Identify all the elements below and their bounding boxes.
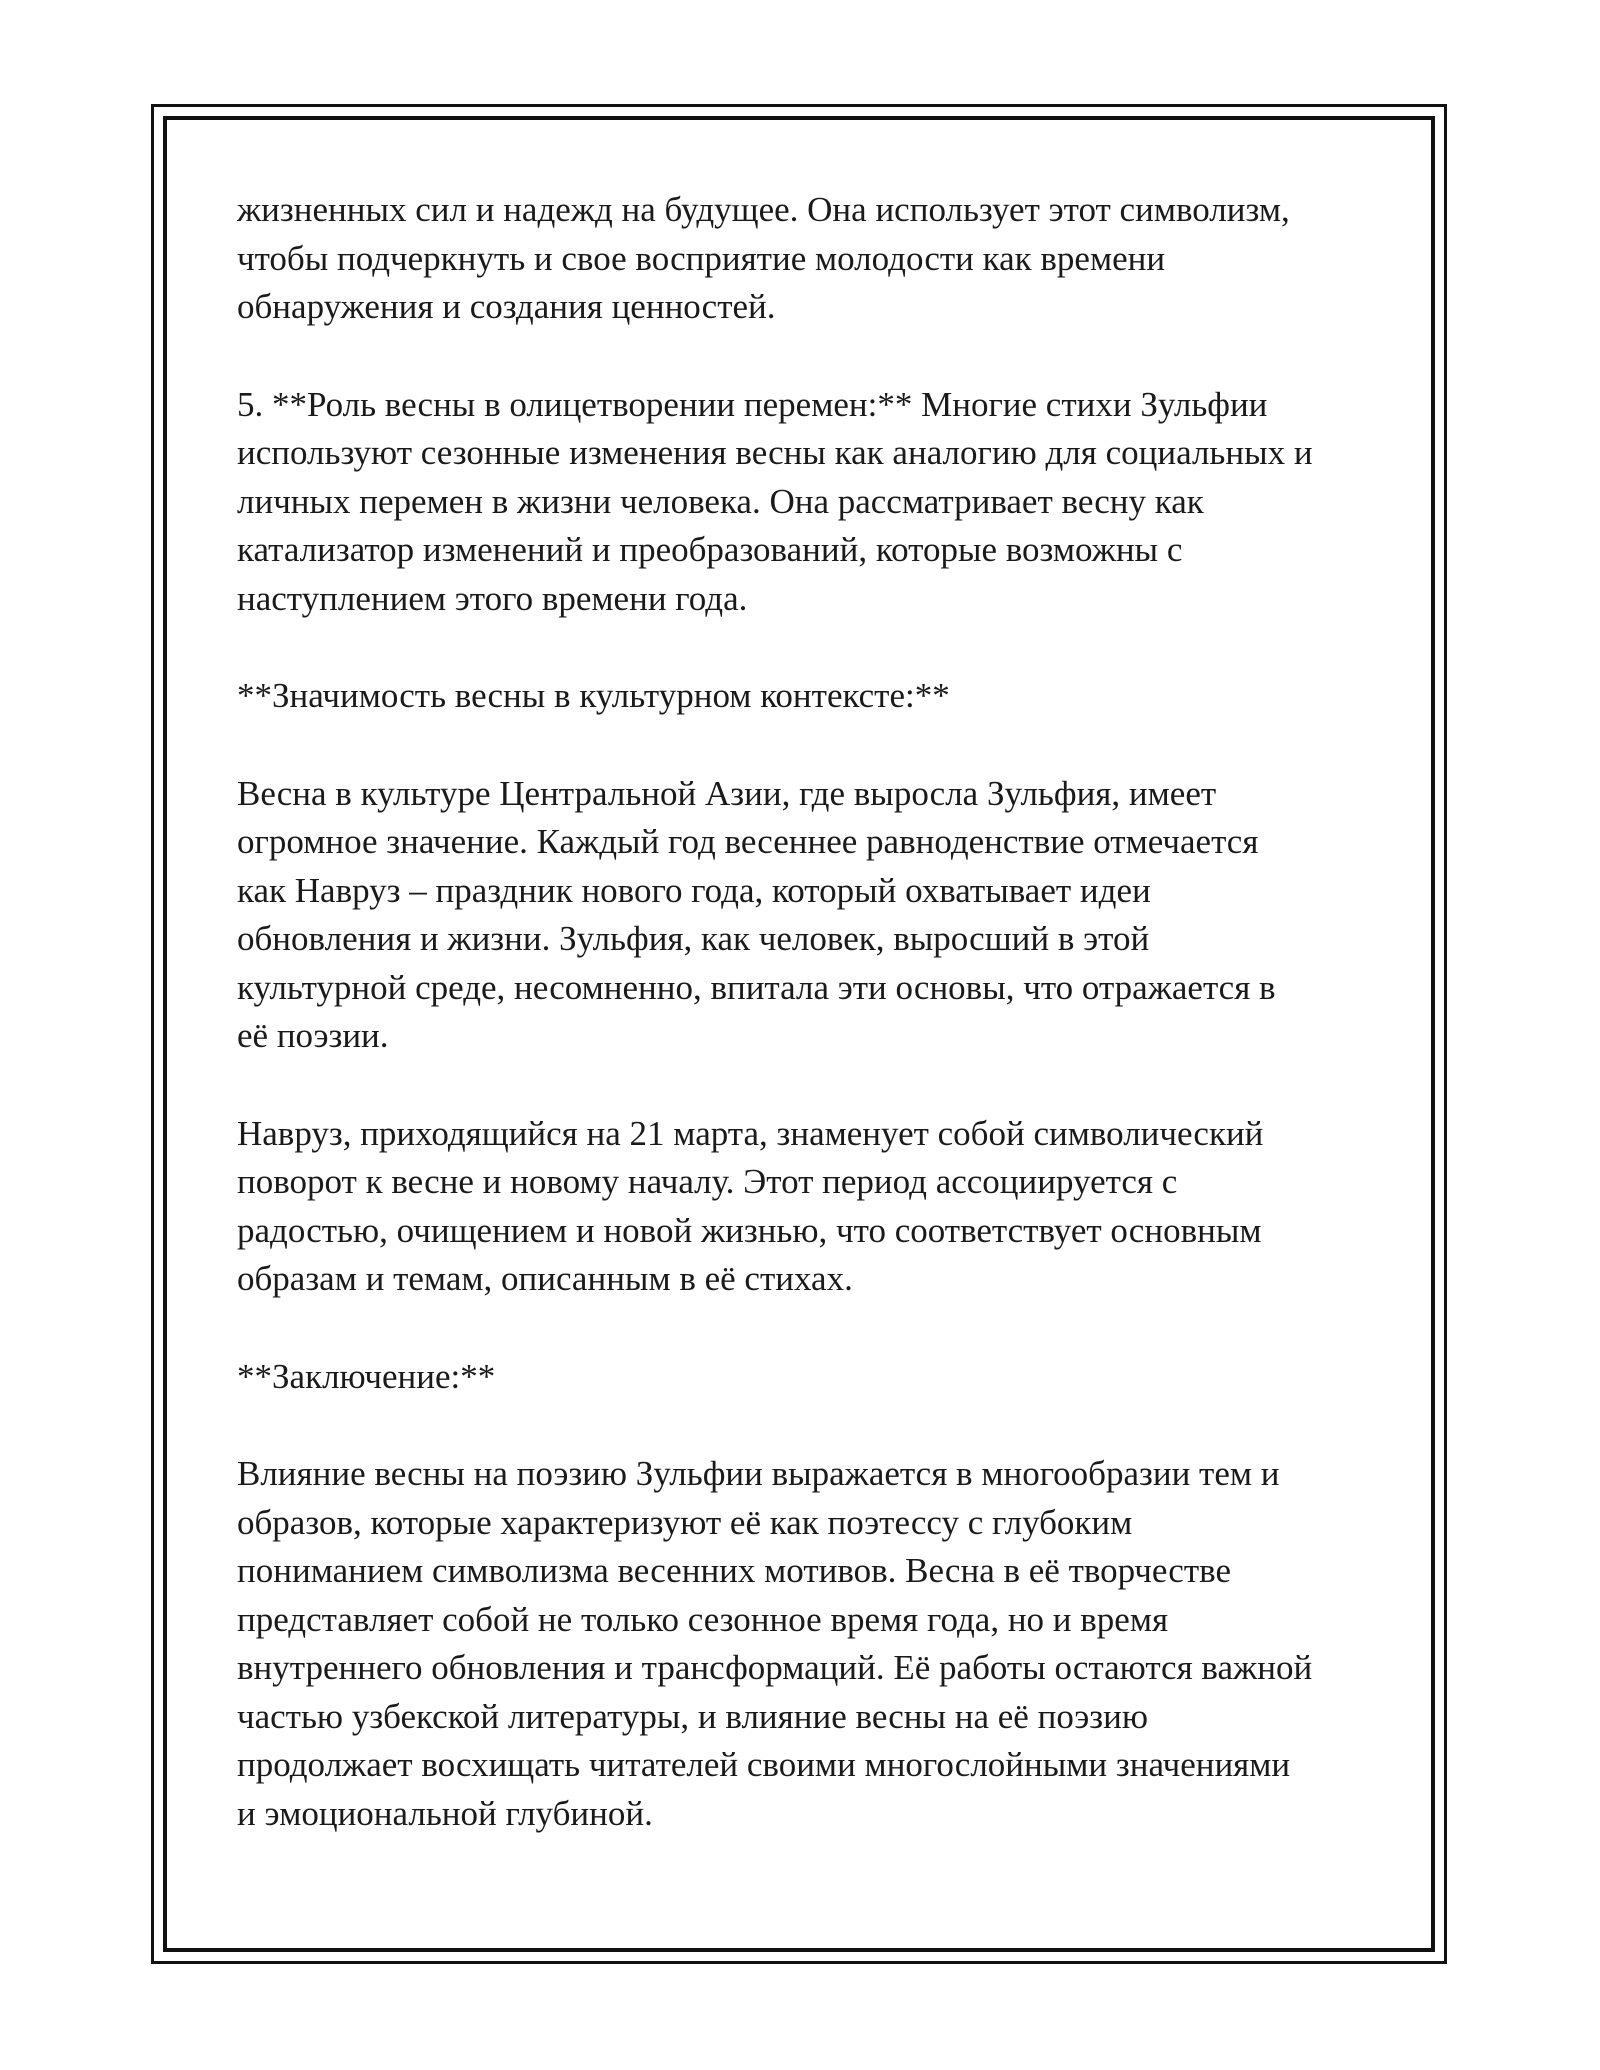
paragraph-central-asia: Весна в культуре Центральной Азии, где выросла Зульфия, имеет огромное значение. Каждый год весеннее равноденствие отмечается как Навруз – праздник нового года, который охватывает идеи обновления и жизни. Зульфия, как человек, выросший в этой культурной среде, несомненно, впитала эти основы, что отражается в её поэзии. — [237, 773, 1276, 1055]
document-body — [237, 186, 1377, 1887]
paragraph-conclusion: Влияние весны на поэзию Зульфии выражается в многообразии тем и образов, которые характеризуют её как поэтессу с глубоким пониманием символизма весенних мотивов. Весна в её творчестве представляет собой не только сезонное время года, но и время внутреннего обновления и трансформаций. Её работы остаются важной частью узбекской литературы, и влияние весны на её поэзию продолжает восхищать читателей своими многослойными значениями и эмоциональной глубиной. — [237, 1454, 1313, 1833]
paragraph-item-5: 5. **Роль весны в олицетворении перемен:** Многие стихи Зульфии используют сезонные изменения весны как аналогию для социальных и личных перемен в жизни человека. Она рассматривает весну как катализатор изменений и преобразований, которые возможны с наступлением этого времени года. — [237, 384, 1313, 618]
section-heading-cultural-context: **Значимость весны в культурном контексте:** — [237, 676, 950, 715]
paragraph-navruz: Навруз, приходящийся на 21 марта, знаменует собой символический поворот к весне и новому началу. Этот период ассоциируется с радостью, очищением и новой жизнью, что соответствует основным образам и темам, описанным в её стихах. — [237, 1113, 1264, 1298]
paragraph-continuation: жизненных сил и надежд на будущее. Она использует этот символизм, чтобы подчеркнуть и свое восприятие молодости как времени обнаружения и создания ценностей. — [237, 190, 1290, 326]
section-heading-conclusion: **Заключение:** — [237, 1356, 496, 1396]
